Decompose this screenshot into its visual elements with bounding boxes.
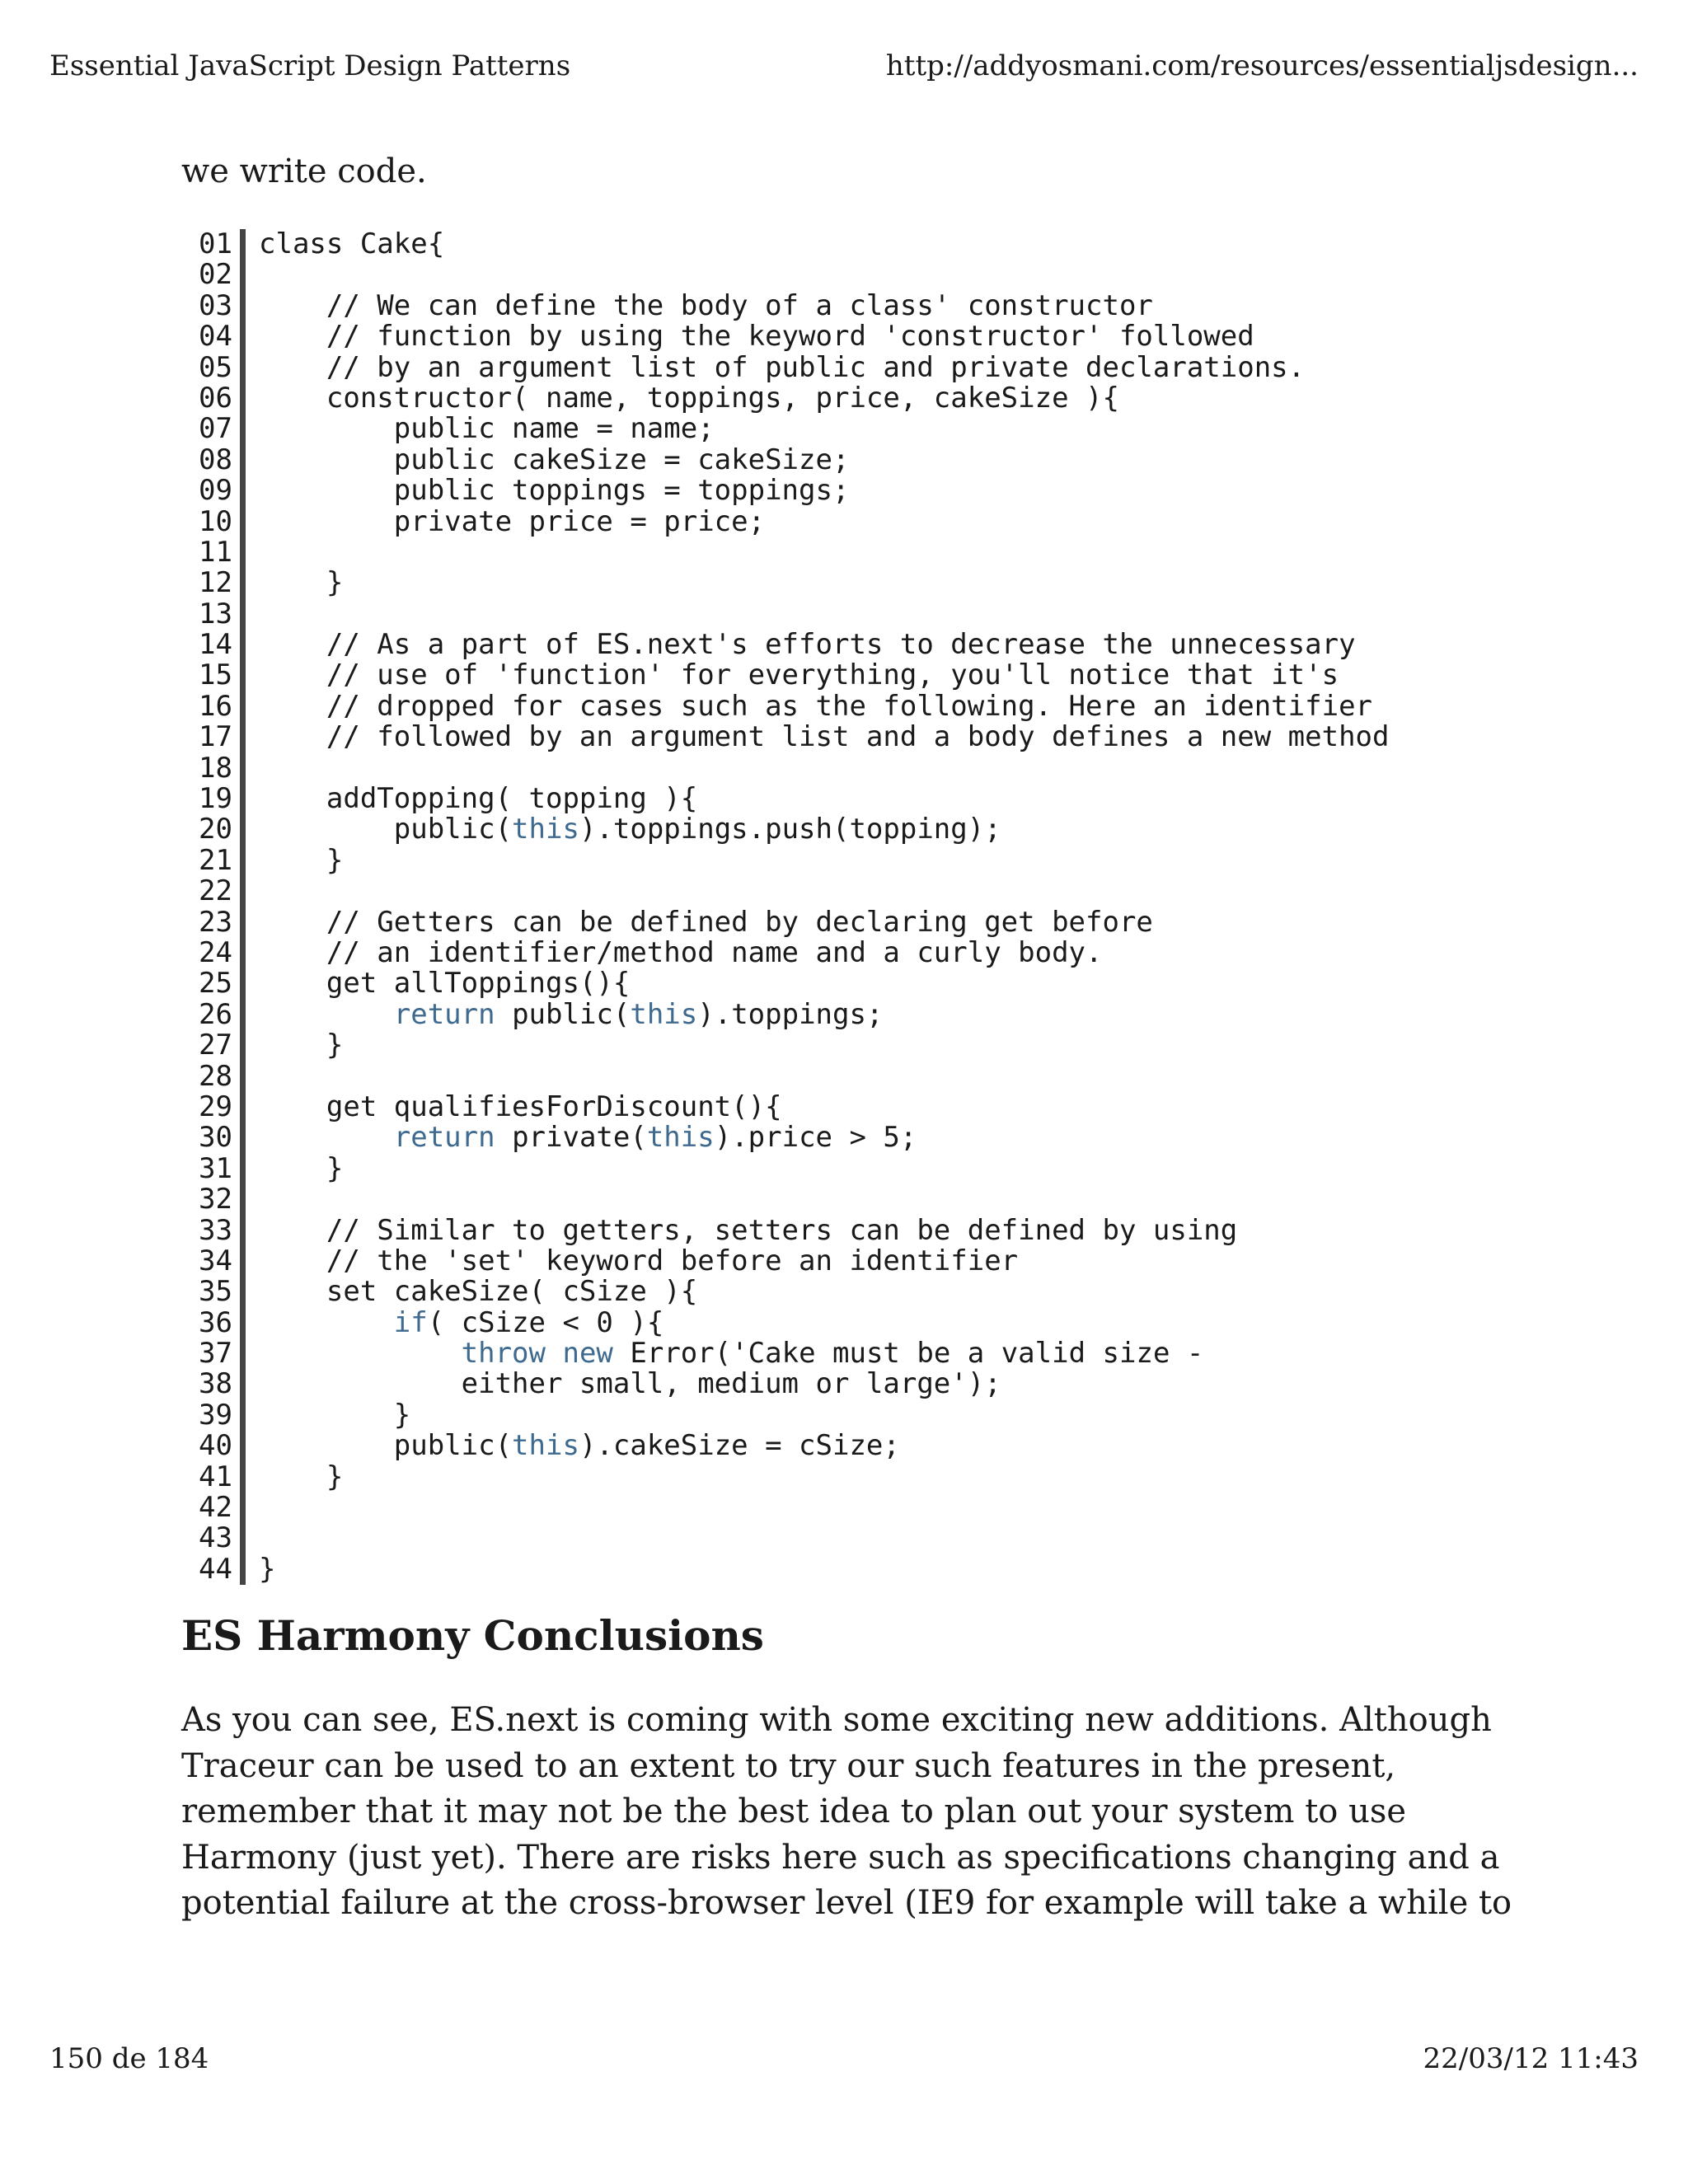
code-token: // Similar to getters, setters can be defined by using [259,1213,1238,1247]
code-text [246,1369,1001,1399]
code-token: } [259,1398,411,1432]
code-keyword: new [562,1337,613,1371]
code-line [181,1400,1389,1431]
code-text [246,504,766,538]
code-line [181,1493,1389,1523]
code-text [246,568,343,598]
code-listing [181,229,1389,1585]
code-token: addTopping( topping ){ [259,782,698,816]
code-text [246,1213,1238,1247]
code-text [246,229,444,260]
line-number: 19 [181,784,246,814]
line-number: 35 [181,1277,246,1307]
line-number: 42 [181,1493,246,1523]
code-token: either small, medium or large'); [259,1367,1001,1401]
code-token: // We can define the body of a class' constructor [259,288,1153,322]
code-line [181,722,1389,752]
code-text [246,907,1153,938]
code-line [181,1305,1389,1339]
code-keyword: this [646,1121,715,1155]
line-number: 28 [181,1062,246,1092]
code-line [181,383,1389,414]
code-text [246,968,630,999]
code-text [246,1184,259,1215]
code-text [246,1062,259,1092]
line-number: 17 [181,722,246,752]
code-text [246,660,1339,691]
code-line [181,691,1389,722]
code-token: public( [259,1429,513,1463]
line-number: 16 [181,691,246,722]
code-text [246,1523,259,1554]
code-text [246,1462,343,1493]
line-number: 05 [181,353,246,383]
code-text [246,876,259,907]
page-header-url: http://addyosmani.com/resources/essentialjsdesign... [885,49,1639,82]
code-text [246,1400,410,1431]
code-text [246,1277,697,1307]
code-keyword: return [393,997,495,1031]
code-line [181,229,1389,260]
line-number: 31 [181,1154,246,1184]
code-token: ( cSize < 0 ){ [427,1305,664,1339]
line-number: 21 [181,846,246,876]
code-line [181,1122,1389,1153]
code-text [246,1554,275,1585]
code-token: ).toppings.push(topping); [579,813,1001,846]
line-number: 11 [181,537,246,568]
code-text [246,722,1389,752]
code-line [181,1151,1389,1185]
code-line [181,1030,1389,1061]
code-line [181,784,1389,814]
code-line [181,321,1389,352]
code-line [181,414,1389,444]
code-token: } [259,1460,344,1493]
code-line [181,1369,1389,1399]
code-token: set cakeSize( cSize ){ [259,1275,698,1309]
line-number: 01 [181,229,246,260]
code-line [181,814,1389,845]
code-token [259,1121,394,1154]
code-text [246,691,1372,722]
code-token: public toppings = toppings; [259,474,850,508]
line-number: 34 [181,1246,246,1277]
code-token: ).cakeSize = cSize; [579,1429,900,1463]
code-token: // As a part of ES.next's efforts to decrease the unnecessary [259,628,1356,662]
code-token: public cakeSize = cakeSize; [259,443,850,476]
code-text [246,537,259,568]
line-number: 24 [181,938,246,968]
code-keyword: return [393,1121,495,1155]
code-line [181,876,1389,907]
code-token: // an identifier/method name and a curly body. [259,935,1103,969]
code-line [181,1554,1389,1585]
line-number: 14 [181,630,246,660]
line-number: 22 [181,876,246,907]
code-token: public( [259,813,513,846]
code-line [181,1059,1389,1093]
code-line [181,843,1389,877]
code-token: ).price > 5; [714,1121,917,1155]
line-number: 23 [181,907,246,938]
code-text [246,814,1001,845]
code-line [181,260,1389,290]
code-token: } [259,1552,276,1586]
code-keyword: if [393,1305,428,1339]
line-number: 20 [181,814,246,845]
code-token: private price = price; [259,504,766,538]
code-keyword: this [630,997,698,1031]
code-line [181,935,1389,969]
line-number: 07 [181,414,246,444]
code-line [181,660,1389,691]
code-text [246,383,1119,414]
code-token: // followed by an argument list and a body defines a new method [259,720,1390,754]
line-number: 44 [181,1554,246,1585]
code-text [246,350,1306,384]
code-line [181,350,1389,384]
code-token: // the 'set' keyword before an identifier [259,1244,1019,1277]
code-line [181,445,1389,476]
code-line [181,1213,1389,1247]
print-datetime: 22/03/12 11:43 [1423,2042,1639,2075]
line-number: 43 [181,1523,246,1554]
code-text [246,753,259,784]
code-text [246,260,259,290]
code-line [181,1523,1389,1554]
code-keyword: throw [461,1337,546,1371]
code-token: // function by using the keyword 'constructor' followed [259,320,1254,354]
code-text [246,630,1356,660]
code-text [246,784,697,814]
line-number: 36 [181,1308,246,1338]
code-text [246,414,715,444]
line-number: 06 [181,383,246,414]
code-token: Error('Cake must be a valid size - [612,1337,1204,1371]
line-number: 18 [181,753,246,784]
code-token [546,1337,562,1370]
line-number: 27 [181,1030,246,1061]
code-line [181,568,1389,598]
code-token: private( [495,1121,647,1155]
line-number: 10 [181,507,246,537]
code-token: public( [495,997,631,1031]
line-number: 04 [181,321,246,352]
code-token [259,998,394,1031]
code-text [246,599,259,630]
code-line [181,1277,1389,1307]
code-token: } [259,843,344,877]
code-line [181,997,1389,1031]
code-text [246,1151,344,1185]
code-line [181,968,1389,999]
code-line [181,907,1389,938]
line-number: 13 [181,599,246,630]
line-number: 02 [181,260,246,290]
code-line [181,1431,1389,1461]
line-number: 12 [181,568,246,598]
code-line [181,1092,1389,1122]
code-text [246,1305,664,1339]
code-text [246,1338,1203,1369]
code-line [181,288,1389,322]
code-token: get qualifiesForDiscount(){ [259,1090,782,1123]
code-text [246,997,884,1031]
code-token: ).toppings; [697,997,884,1031]
line-number: 40 [181,1431,246,1461]
code-line [181,630,1389,660]
code-text [246,1122,917,1153]
code-text [246,476,849,506]
code-token: } [259,1029,344,1062]
line-number: 25 [181,968,246,999]
line-number: 26 [181,1000,246,1030]
line-number: 39 [181,1400,246,1431]
line-number: 41 [181,1462,246,1493]
line-number: 33 [181,1216,246,1246]
code-token [259,1337,462,1370]
line-number: 15 [181,660,246,691]
code-text [246,288,1153,322]
code-text [246,1030,343,1061]
code-line [181,1246,1389,1277]
code-text [246,1246,1018,1277]
code-text [246,843,344,877]
code-token: // dropped for cases such as the following. Here an identifier [259,689,1373,723]
code-token: } [259,566,344,600]
line-number: 08 [181,445,246,476]
code-line [181,1184,1389,1215]
line-number: 30 [181,1122,246,1153]
code-line [181,599,1389,630]
code-text [246,321,1254,352]
code-line [181,753,1389,784]
code-token: // by an argument list of public and private declarations. [259,350,1306,384]
code-token: public name = name; [259,412,715,446]
code-token [259,1306,394,1339]
code-line [181,537,1389,568]
section-paragraph: As you can see, ES.next is coming with some exciting new additions. Although Traceur can be used to an extent to try our such features in the present, remember that it may not be the best idea to plan out your system to use Harmony (just yet). There are risks here such as specifications changing and a potential failure at the cross-browser level (IE9 for example will take a while to [181,1701,1512,1922]
code-text [246,1493,259,1523]
code-token: // Getters can be defined by declaring get before [259,905,1153,939]
line-number: 29 [181,1092,246,1122]
line-number: 38 [181,1369,246,1399]
code-text [246,1092,782,1122]
code-keyword: this [512,813,579,846]
line-number: 32 [181,1184,246,1215]
code-token: class Cake{ [259,227,445,260]
code-token: // use of 'function' for everything, you'll notice that it's [259,658,1339,692]
line-number: 37 [181,1338,246,1369]
line-number: 03 [181,291,246,321]
section-heading: ES Harmony Conclusions [181,1611,764,1660]
page-number: 150 de 184 [49,2042,209,2075]
intro-text: we write code. [181,152,427,190]
code-keyword: this [512,1429,579,1463]
code-line [181,1462,1389,1493]
code-line [181,1338,1389,1369]
page-header-title: Essential JavaScript Design Patterns [49,49,571,82]
code-token: } [259,1151,344,1185]
code-text [246,445,849,476]
code-line [181,476,1389,506]
line-number: 09 [181,476,246,506]
code-token: constructor( name, toppings, price, cakeSize ){ [259,381,1119,415]
code-line [181,504,1389,538]
code-text [246,1431,900,1461]
code-text [246,935,1103,969]
code-token: get allToppings(){ [259,967,631,1001]
